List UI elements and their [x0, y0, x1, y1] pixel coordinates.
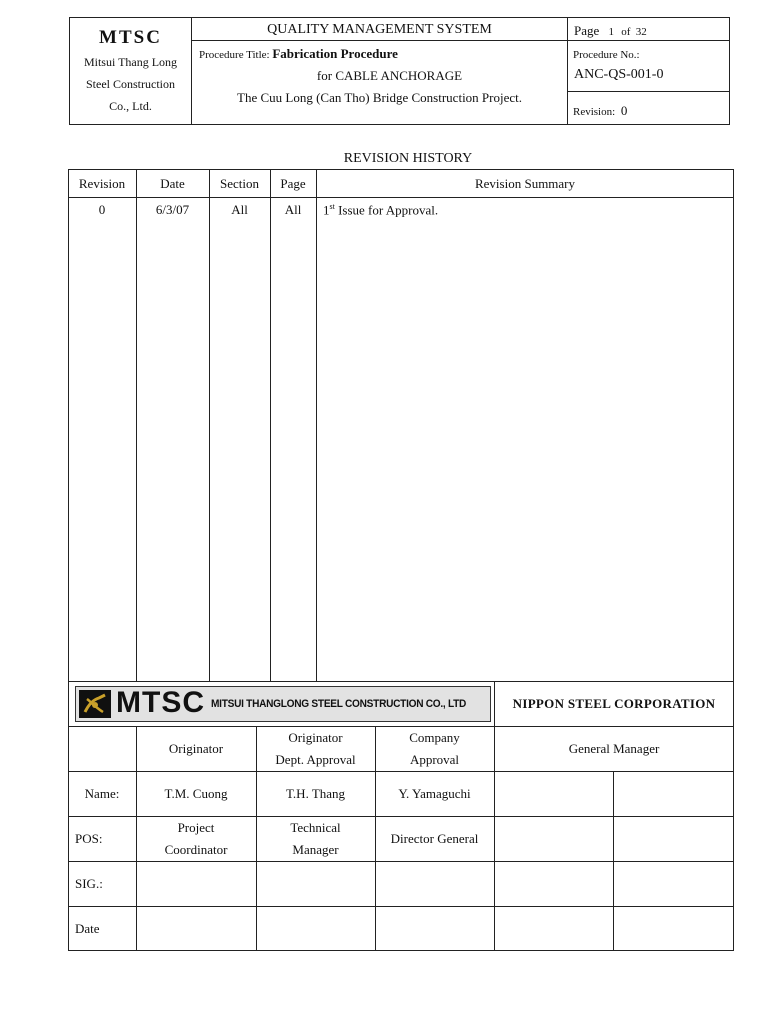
revision-row — [573, 103, 627, 119]
row-label-date: Date — [75, 921, 100, 936]
page-number-row — [574, 23, 647, 39]
table-row-section: All — [231, 202, 248, 217]
rev-col-divider — [270, 169, 271, 681]
header-company-approval — [375, 727, 494, 771]
header-divider-2 — [567, 17, 568, 125]
pos-dept-approval-line1: Technical — [290, 820, 341, 835]
banner-logo-text: MTSC — [116, 686, 205, 719]
company-logo-text: MTSC — [99, 27, 162, 48]
name-originator: T.M. Cuong — [164, 786, 228, 801]
system-title: QUALITY MANAGEMENT SYSTEM — [267, 22, 492, 37]
header-hline-right — [567, 91, 730, 92]
revision-history-title: REVISION HISTORY — [343, 151, 473, 166]
pos-dept-approval — [256, 817, 375, 861]
col-header-revision: Revision — [78, 176, 126, 191]
revision-label: Revision: — [573, 106, 616, 118]
pos-originator-line2: Coordinator — [164, 842, 228, 857]
row-label-pos: POS: — [75, 831, 103, 846]
col-header-date: Date — [160, 176, 185, 191]
header-dept-approval-line1: Originator — [288, 730, 343, 745]
signoff-col-divider — [613, 771, 614, 951]
name-dept-approval: T.H. Thang — [285, 786, 346, 801]
mtsc-emblem-icon — [79, 690, 111, 718]
summary-ordinal-number: 1 — [323, 202, 330, 218]
pos-dept-approval-line2: Manager — [292, 842, 339, 857]
procedure-title: Fabrication Procedure — [272, 46, 398, 61]
page-current: 1 — [608, 26, 615, 38]
col-header-summary: Revision Summary — [474, 176, 576, 191]
table-row-summary — [323, 202, 438, 218]
header-dept-approval-line2: Dept. Approval — [275, 752, 356, 767]
company-name-line1: Mitsui Thang Long — [83, 55, 178, 69]
revision-value: 0 — [620, 103, 628, 118]
col-header-page: Page — [280, 176, 306, 191]
page-label: Page — [574, 23, 600, 38]
rev-col-divider — [209, 169, 210, 681]
col-header-section: Section — [220, 176, 259, 191]
signoff-row-line — [68, 861, 734, 862]
header-dept-approval — [256, 727, 375, 771]
procedure-no: ANC-QS-001-0 — [574, 67, 664, 82]
procedure-title-row — [199, 46, 565, 62]
header-company-approval-line2: Approval — [409, 752, 460, 767]
row-label-name: Name: — [84, 786, 120, 801]
signoff-row-line — [68, 906, 734, 907]
rev-col-divider — [136, 169, 137, 681]
header-company-approval-line1: Company — [409, 730, 460, 745]
procedure-subtitle: for CABLE ANCHORAGE — [316, 68, 463, 83]
project-name: The Cuu Long (Can Tho) Bridge Construction Project. — [237, 90, 522, 105]
procedure-no-label: Procedure No.: — [573, 49, 640, 61]
client-name: NIPPON STEEL CORPORATION — [512, 696, 716, 711]
table-row-page: All — [284, 202, 302, 217]
page-of: of — [621, 26, 631, 38]
company-name-line3: Co., Ltd. — [109, 99, 152, 113]
summary-ordinal-suffix: st — [329, 202, 335, 211]
banner-company-name: MITSUI THANGLONG STEEL CONSTRUCTION CO., LTD — [211, 698, 467, 710]
name-company-approval: Y. Yamaguchi — [398, 786, 471, 801]
company-name-line2: Steel Construction — [86, 77, 175, 91]
emblem-svg — [79, 690, 111, 718]
header-general-manager: General Manager — [568, 741, 660, 756]
pos-originator-line1: Project — [177, 820, 215, 835]
header-hline-mid — [191, 40, 730, 41]
table-row-date: 6/3/07 — [155, 202, 190, 217]
pos-originator — [136, 817, 256, 861]
rev-header-line — [68, 197, 734, 198]
rev-col-divider — [316, 169, 317, 681]
procedure-title-label: Procedure Title: — [199, 49, 270, 61]
page-total: 32 — [635, 26, 647, 38]
pos-company-approval: Director General — [390, 831, 479, 846]
mtsc-banner — [75, 686, 491, 722]
header-originator: Originator — [168, 741, 224, 756]
table-row-revision: 0 — [98, 202, 106, 217]
summary-text: Issue for Approval. — [334, 202, 439, 218]
row-label-sig: SIG.: — [75, 876, 103, 891]
